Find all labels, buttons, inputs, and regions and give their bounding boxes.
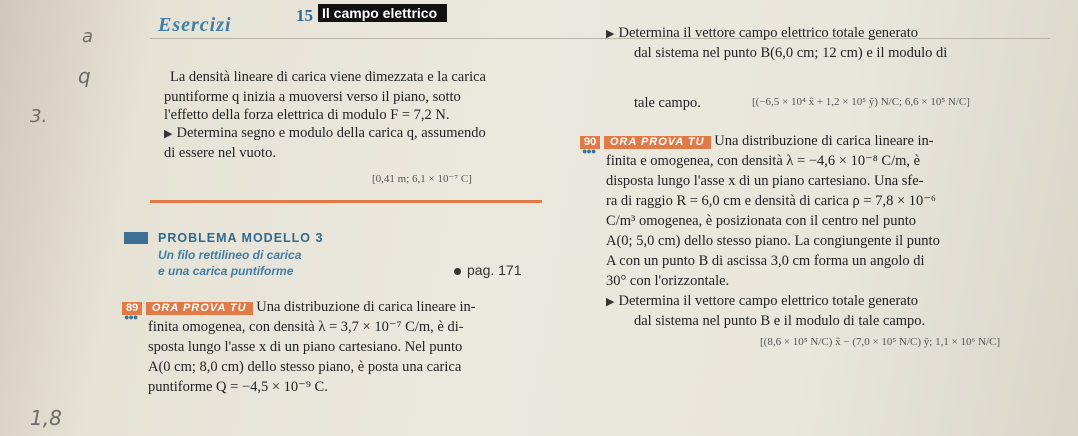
exercise-number: 90 xyxy=(580,136,600,149)
bullet-triangle-icon: ▶ xyxy=(606,296,615,308)
problema-subtitle: Un filo rettilineo di carica xyxy=(158,248,302,262)
difficulty-dots-icon: ●●● xyxy=(124,312,138,322)
right-top-line: dal sistema nel punto B(6,0 cm; 12 cm) e il modulo di xyxy=(634,45,948,61)
left-top-task-cont: di essere nel vuoto. xyxy=(164,145,276,161)
right-top-answer: [(−6,5 × 10⁴ x̂ + 1,2 × 10⁵ ŷ) N/C; 6,6 × 10⁵ N/C] xyxy=(752,96,970,108)
exercise-90-line: finita e omogenea, con densità λ = −4,6 × 10⁻⁸ C/m, è xyxy=(606,153,921,169)
problema-title: PROBLEMA MODELLO 3 xyxy=(158,231,324,245)
ora-prova-tu-badge: ORA PROVA TU xyxy=(604,136,711,149)
chapter-number: 15 xyxy=(296,6,313,25)
left-top-task: ▶ Determina segno e modulo della carica q, assumendo xyxy=(164,125,486,141)
chapter-title: Il campo elettrico xyxy=(318,4,447,22)
exercise-90-line: disposta lungo l'asse x di un piano cartesiano. Una sfe- xyxy=(606,173,924,189)
handwritten-mark: a xyxy=(82,26,94,47)
section-title: Esercizi xyxy=(158,14,232,36)
right-top-line: tale campo. xyxy=(634,95,701,111)
exercise-89-line: sposta lungo l'asse x di un piano cartesiano. Nel punto xyxy=(148,339,463,355)
handwritten-mark: 1,8 xyxy=(30,406,62,430)
exercise-89-line: puntiforme Q = −4,5 × 10⁻⁹ C. xyxy=(148,379,328,395)
exercise-89-line: A(0 cm; 8,0 cm) dello stesso piano, è posta una carica xyxy=(148,359,462,375)
left-top-line: puntiforme q inizia a muoversi verso il piano, sotto xyxy=(164,89,461,105)
left-top-line: l'effetto della forza elettrica di modulo F = 7,2 N. xyxy=(164,107,450,123)
exercise-90-line: C/m³ omogenea, è posizionata con il centro nel punto xyxy=(606,213,916,229)
handwritten-mark: 3. xyxy=(30,106,48,127)
exercise-90-line: 30° con l'orizzontale. xyxy=(606,273,730,289)
left-top-answer: [0,41 m; 6,1 × 10⁻⁷ C] xyxy=(372,173,472,185)
section-rule xyxy=(150,200,542,203)
exercise-90-line: A con un punto B di ascissa 3,0 cm forma un angolo di xyxy=(606,253,925,269)
problema-subtitle: e una carica puntiforme xyxy=(158,264,294,278)
bullet-triangle-icon: ▶ xyxy=(164,128,173,140)
handwritten-mark: q xyxy=(78,64,91,88)
left-top-line: La densità lineare di carica viene dimezzata e la carica xyxy=(170,69,486,85)
exercise-89-first-line: 89 ORA PROVA TU Una distribuzione di carica lineare in- xyxy=(122,298,476,316)
ora-prova-tu-badge: ORA PROVA TU xyxy=(146,302,253,315)
right-top-task: ▶ Determina il vettore campo elettrico totale generato xyxy=(606,25,918,41)
exercise-90-task: ▶ Determina il vettore campo elettrico totale generato xyxy=(606,293,918,309)
difficulty-dots-icon: ●●● xyxy=(582,146,596,156)
bullet-dot-icon xyxy=(454,268,461,275)
exercise-90-line: A(0; 5,0 cm) dello stesso piano. La congiungente il punto xyxy=(606,233,940,249)
page-reference: pag. 171 xyxy=(454,262,522,278)
bullet-triangle-icon: ▶ xyxy=(606,28,615,40)
exercise-90-first-line: 90 ORA PROVA TU Una distribuzione di carica lineare in- xyxy=(580,132,934,150)
problem-marker xyxy=(124,232,148,244)
exercise-number: 89 xyxy=(122,302,142,315)
exercise-90-answer: [(8,6 × 10⁵ N/C) x̂ − (7,0 × 10⁵ N/C) ŷ; 1,1 × 10⁶ N/C] xyxy=(760,336,1001,348)
exercise-90-task-cont: dal sistema nel punto B e il modulo di tale campo. xyxy=(634,313,926,329)
exercise-90-line: ra di raggio R = 6,0 cm e densità di carica ρ = 7,8 × 10⁻⁶ xyxy=(606,193,936,209)
exercise-89-line: finita omogenea, con densità λ = 3,7 × 10⁻⁷ C/m, è di- xyxy=(148,319,464,335)
